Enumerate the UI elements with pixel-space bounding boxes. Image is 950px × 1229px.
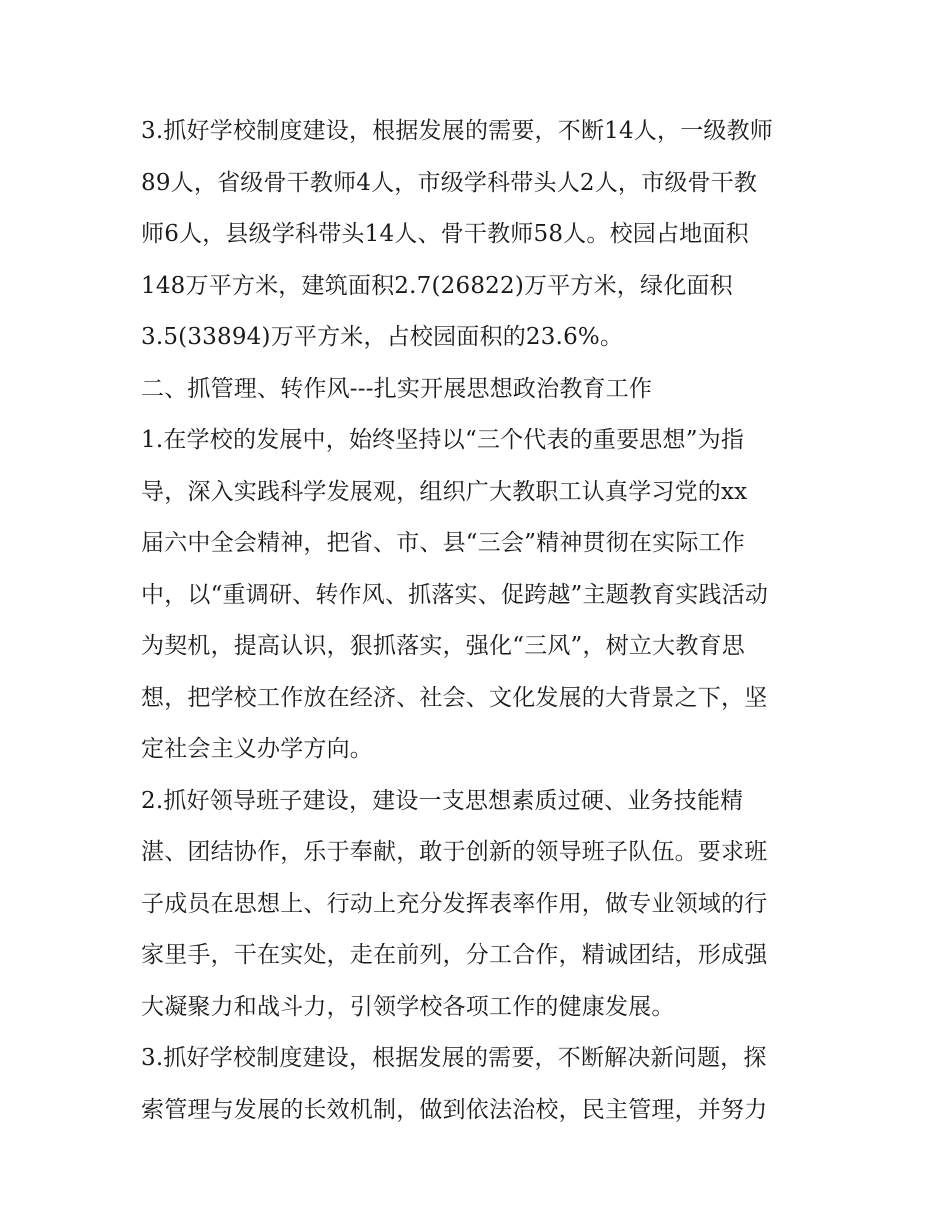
text-line: 师6人，县级学科带头14人、骨干教师58人。校园占地面积: [141, 221, 749, 247]
text-line: 2.抓好领导班子建设，建设一支思想素质过硬、业务技能精: [141, 787, 744, 814]
text-line: 届六中全会精神，把省、市、县“三会”精神贯彻在实际工作: [141, 530, 745, 556]
text-line: 89人，省级骨干教师4人，市级学科带头人2人，市级骨干教: [141, 169, 758, 196]
text-line: 子成员在思想上、行动上充分发挥表率作用，做专业领域的行: [141, 890, 768, 917]
text-line: 148万平方米，建筑面积2.7(26822)万平方米，绿化面积: [141, 272, 733, 299]
text-line: 大凝聚力和战斗力，引领学校各项工作的健康发展。: [141, 993, 675, 1020]
text-line: 中，以“重调研、转作风、抓落实、促跨越”主题教育实践活动: [141, 581, 769, 608]
text-line: 湛、团结协作，乐于奉献，敢于创新的领导班子队伍。要求班: [141, 839, 768, 865]
text-line: 导，深入实践科学发展观，组织广大教职工认真学习党的xx: [141, 478, 748, 505]
text-line: 想，把学校工作放在经济、社会、文化发展的大背景之下，坚: [141, 684, 768, 711]
text-line: 1.在学校的发展中，始终坚持以“三个代表的重要思想”为指: [141, 427, 745, 453]
body-text: [141, 106, 821, 1136]
text-line: 3.抓好学校制度建设，根据发展的需要，不断14人，一级教师: [141, 118, 774, 144]
text-line: 3.5(33894)万平方米，占校园面积的23.6%。: [141, 324, 624, 350]
text-line: 定社会主义办学方向。: [141, 736, 373, 762]
text-line: 索管理与发展的长效机制，做到依法治校，民主管理，并努力: [141, 1096, 768, 1123]
text-line: 3.抓好学校制度建设，根据发展的需要，不断解决新问题，探: [141, 1045, 767, 1071]
text-line: 家里手，干在实处，走在前列，分工合作，精诚团结，形成强: [141, 942, 768, 968]
text-line: 为契机，提高认识，狠抓落实，强化“三风”，树立大教育思: [141, 633, 745, 659]
section-heading: 二、抓管理、转作风---扎实开展思想政治教育工作: [141, 375, 653, 402]
